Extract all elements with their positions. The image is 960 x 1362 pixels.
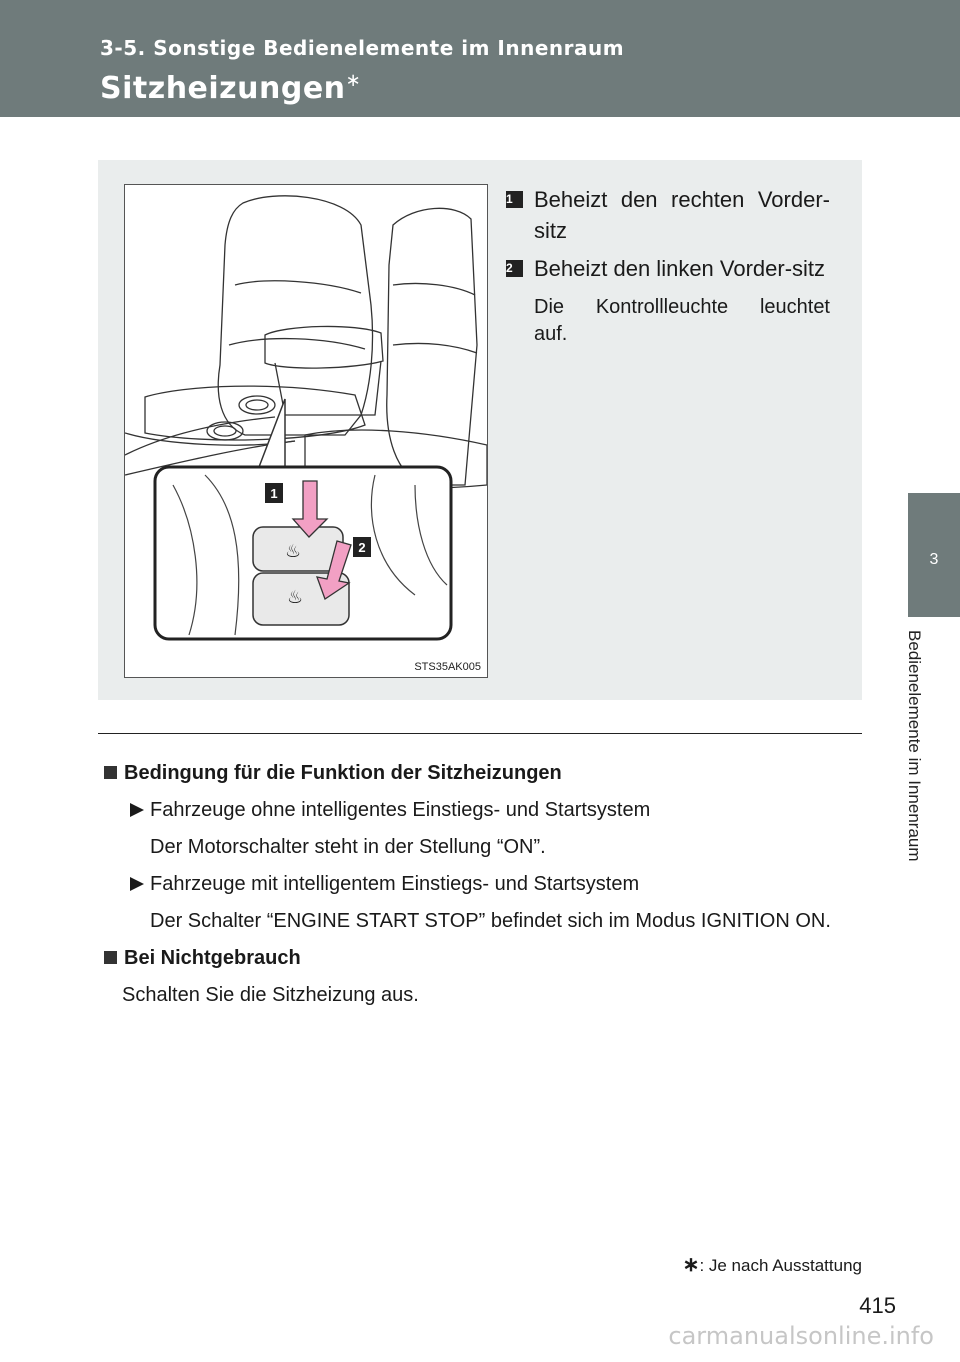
page-title bbox=[100, 70, 361, 106]
legend-number-1: 1 bbox=[506, 191, 523, 208]
callout-2: 2 bbox=[358, 540, 366, 555]
title-footnote-mark: ∗ bbox=[345, 70, 362, 91]
condition-heading: Bedingung für die Funktion der Sitzheizungen bbox=[104, 760, 864, 786]
case2-label: Fahrzeuge mit intelligentem Einstiegs- und Startsystem bbox=[104, 871, 864, 897]
header-bar bbox=[0, 0, 960, 117]
callout-1: 1 bbox=[270, 486, 278, 501]
unused-text: Schalten Sie die Sitzheizung aus. bbox=[122, 984, 419, 1006]
chapter-title: Bedienelemente im Innenraum bbox=[905, 630, 924, 862]
case2-text: Der Schalter “ENGINE START STOP” befindet sich im Modus IGNITION ON. bbox=[150, 910, 831, 932]
content-body bbox=[104, 760, 864, 1019]
footnote-text: : Je nach Ausstattung bbox=[699, 1256, 862, 1275]
illustration-panel bbox=[98, 160, 862, 700]
legend-item-2 bbox=[506, 253, 830, 284]
svg-text:♨: ♨ bbox=[285, 541, 302, 562]
figure-legend bbox=[506, 184, 830, 348]
footnote-mark: ∗ bbox=[682, 1254, 700, 1276]
right-seat-back bbox=[387, 208, 477, 485]
chapter-tab bbox=[908, 493, 960, 617]
svg-text:♨: ♨ bbox=[287, 587, 304, 608]
figure-code: STS35AK005 bbox=[414, 661, 481, 673]
left-seat-back bbox=[218, 196, 372, 435]
section-label: 3-5. Sonstige Bedienelemente im Innenraum bbox=[100, 36, 625, 60]
footnote bbox=[683, 1252, 862, 1277]
seat-illustration-drawing bbox=[125, 185, 487, 677]
legend-text-2: Beheizt den linken Vorder-sitz bbox=[534, 256, 826, 281]
legend-text-1: Beheizt den rechten Vorder-sitz bbox=[534, 187, 830, 243]
page-number: 415 bbox=[859, 1293, 896, 1318]
unused-heading: Bei Nichtgebrauch bbox=[104, 945, 864, 971]
center-armrest bbox=[265, 326, 383, 368]
legend-number-2: 2 bbox=[506, 260, 523, 277]
left-seat-cushion bbox=[145, 386, 365, 440]
case1-text: Der Motorschalter steht in der Stellung “ON”. bbox=[150, 836, 546, 858]
seat-heater-illustration bbox=[124, 184, 488, 678]
case1-label: Fahrzeuge ohne intelligentes Einstiegs- und Startsystem bbox=[104, 797, 864, 823]
indicator-note: Die Kontrollleuchte leuchtet auf. bbox=[534, 296, 830, 345]
section-divider bbox=[98, 733, 862, 734]
page-title-text: Sitzheizungen bbox=[100, 71, 346, 106]
legend-item-1 bbox=[506, 184, 830, 246]
watermark-link[interactable]: carmanualsonline.info bbox=[668, 1322, 934, 1350]
chapter-number: 3 bbox=[929, 551, 939, 568]
